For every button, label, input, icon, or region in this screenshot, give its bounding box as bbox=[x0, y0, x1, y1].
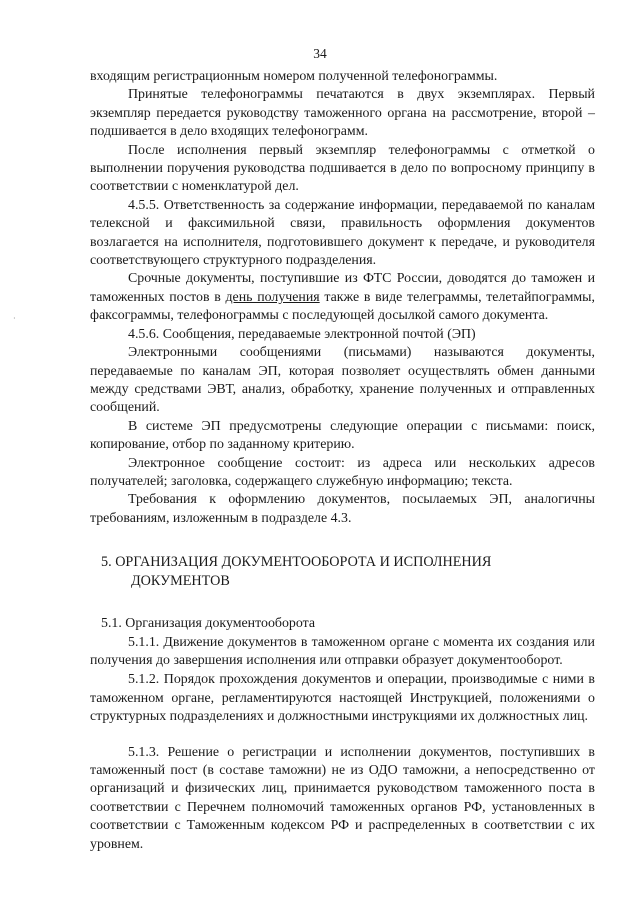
paragraph: В системе ЭП предусмотрены следующие операции с письмами: поиск, копирование, отбор по заданному критерию. bbox=[90, 418, 595, 453]
paragraph: Требования к оформлению документов, посылаемых ЭП, аналогичны требованиям, изложенным в подразделе 4.3. bbox=[90, 492, 595, 526]
paragraph: входящим регистрационным номером полученной телефонограммы. bbox=[90, 69, 498, 84]
page-number: 34 bbox=[313, 46, 327, 61]
paragraph: 5.1.2. Порядок прохождения документов и операции, производимые с ними в таможенном органе, регламентируются настоящей Инструкцией, положениями о структурных подразделениях и должностными инструкциями их должностных лиц. bbox=[90, 672, 595, 725]
paragraph-text: Срочные документы, поступившие из ФТС России, доводятся до таможен и таможенных постов в bbox=[90, 271, 595, 305]
page-body bbox=[90, 68, 595, 854]
paragraph: Электронными сообщениями (письмами) называются документы, передаваемые по каналам ЭП, которая позволяет осуществлять обмен данными между средствами ЭВТ, анализ, обработку, хранение полученных и отправленных сообщений. bbox=[90, 345, 595, 416]
section-heading-line: ДОКУМЕНТОВ bbox=[131, 572, 230, 589]
section-heading-line: 5. ОРГАНИЗАЦИЯ ДОКУМЕНТООБОРОТА И ИСПОЛНЕНИЯ bbox=[101, 554, 492, 571]
paragraph-text: также в виде телеграммы, телетайпограммы, факсограммы, телефонограммы с последующей досылкой самого документа. bbox=[90, 289, 595, 324]
margin-mark: · bbox=[13, 314, 16, 323]
paragraph-urgent-documents bbox=[90, 270, 595, 325]
subsection-heading: 5.1. Организация документооборота bbox=[101, 616, 316, 632]
section-heading bbox=[90, 553, 595, 590]
paragraph: 5.1.1. Движение документов в таможенном органе с момента их создания или получения до завершения исполнения или отправки образует документооборот. bbox=[90, 634, 595, 668]
paragraph: 5.1.3. Решение о регистрации и исполнении документов, поступивших в таможенный пост (в составе таможни) не из ОДО таможни, а непосредственно от организаций и физических лиц, принимается руководством таможенного поста в соответствии с Перечнем полномочий таможенных органов РФ, установленных в соответствии с Таможенным кодексом РФ и распределенных в соответствии с их уровнем. bbox=[90, 744, 595, 852]
underlined-phrase: день получения bbox=[225, 289, 320, 305]
paragraph: После исполнения первый экземпляр телефонограммы с отметкой о выполнении поручения руководства подшивается в дело по вопросному принципу в соответствии с номенклатурой дел. bbox=[90, 142, 595, 195]
subsection-title: 4.5.6. Сообщения, передаваемые электронной почтой (ЭП) bbox=[128, 326, 476, 342]
paragraph: Электронное сообщение состоит: из адреса или нескольких адресов получателей; заголовка, содержащего служебную информацию; текста. bbox=[90, 455, 595, 489]
paragraph: Принятые телефонограммы печатаются в двух экземплярах. Первый экземпляр передается руководству таможенного органа на рассмотрение, второй – подшивается в дело входящих телефонограмм. bbox=[90, 87, 595, 140]
paragraph: 4.5.5. Ответственность за содержание информации, передаваемой по каналам телексной и факсимильной связи, правильность оформления документов возлагается на исполнителя, подготовившего документ к передаче, и руководителя соответствующего структурного подразделения. bbox=[90, 197, 595, 269]
